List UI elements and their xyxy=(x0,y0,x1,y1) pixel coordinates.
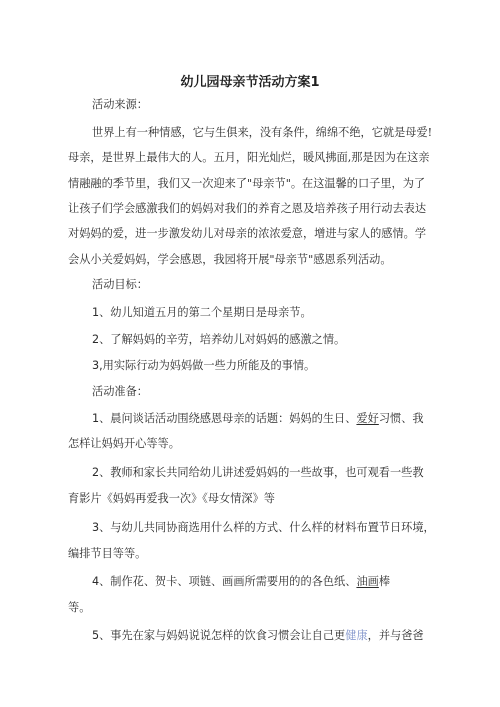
source-line-2: 母亲，是世界上最伟大的人。五月，阳光灿烂，暖风拂面,那是因为在这亲 xyxy=(68,151,430,164)
goal-item-1: 1、幼儿知道五月的第二个星期日是母亲节。 xyxy=(92,306,312,319)
prep-heading: 活动准备： xyxy=(92,385,148,398)
prep-item-5-text-a: 5、事先在家与妈妈说说怎样的饮食习惯会让自己更 xyxy=(92,629,346,642)
prep-item-1-line-1 xyxy=(92,411,462,427)
prep-item-2-line-2: 育影片《妈妈再爱我一次》《母女情深》等 xyxy=(68,492,275,505)
prep-item-3-line-2: 编排节目等等。 xyxy=(68,547,147,560)
source-line-5: 对妈妈的爱，进一步激发幼儿对母亲的浓浓爱意，增进与家人的感情。学 xyxy=(68,227,427,240)
prep-item-5-line-1 xyxy=(92,628,462,644)
source-heading: 活动来源： xyxy=(92,98,148,111)
prep-item-4-text-b: 棒 xyxy=(378,575,391,588)
prep-item-4-line-1 xyxy=(92,574,462,590)
prep-item-1-line-2: 怎样让妈妈开心等等。 xyxy=(68,437,180,450)
prep-item-4-underlined: 油画 xyxy=(356,575,379,588)
goal-item-3: 3,用实际行动为妈妈做一些力所能及的事情。 xyxy=(92,359,316,372)
prep-item-1-underlined: 爱好 xyxy=(356,412,379,425)
prep-item-1-text-b: 习惯、我 xyxy=(378,412,424,425)
prep-item-4-text-a: 4、制作花、贺卡、项链、画画所需要用的的各色纸、 xyxy=(92,575,357,588)
prep-item-5-text-b: ，并与爸爸 xyxy=(367,629,424,642)
prep-item-4-line-2: 等。 xyxy=(68,601,91,614)
source-line-4: 让孩子们学会感激我们的妈妈对我们的养育之恩及培养孩子用行动去表达 xyxy=(68,202,427,215)
source-line-3: 情融融的季节里，我们又一次迎来了"母亲节"。在这温馨的口子里，为了 xyxy=(68,177,426,190)
document-title: 幼儿园母亲节活动方案1 xyxy=(180,75,320,90)
goal-item-2: 2、了解妈妈的辛劳，培养幼儿对妈妈的感激之情。 xyxy=(92,333,346,346)
prep-item-3-line-1: 3、与幼儿共同协商选用什么样的方式、什么样的材料布置节日环境， xyxy=(92,521,435,534)
source-line-6: 会从小关爱妈妈，学会感恩，我园将开展"母亲节"感恩系列活动。 xyxy=(68,253,392,266)
prep-item-1-text-a: 1、晨问谈话活动围绕感恩母亲的话题：妈妈的生日、 xyxy=(92,412,357,425)
source-line-1: 世界上有一种情感，它与生俱来，没有条件，绵绵不绝，它就是母爱! xyxy=(92,126,433,139)
health-link[interactable]: 健康 xyxy=(345,629,368,642)
goals-heading: 活动目标： xyxy=(92,278,148,291)
prep-item-2-line-1: 2、教师和家长共同给幼儿讲述爱妈妈的一些故事，也可观看一些教 xyxy=(92,466,424,479)
